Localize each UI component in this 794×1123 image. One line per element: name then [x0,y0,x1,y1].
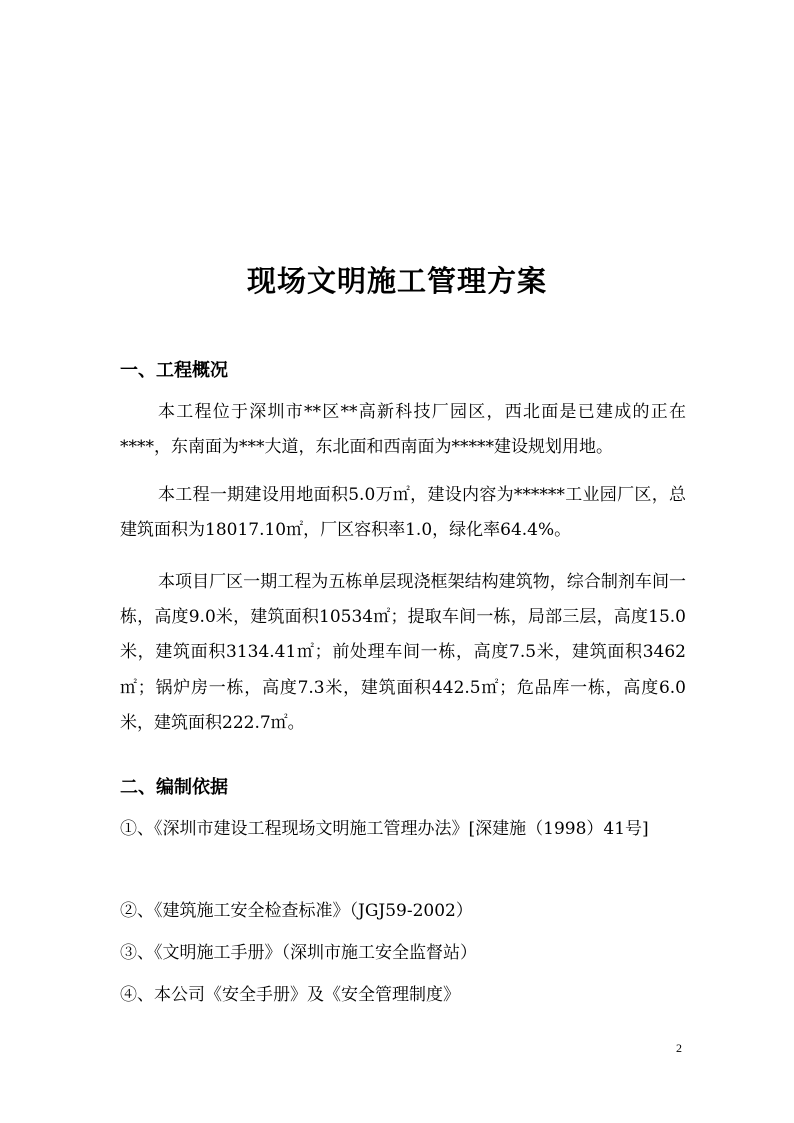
overview-paragraph-buildings: 本项目厂区一期工程为五栋单层现浇框架结构建筑物，综合制剂车间一栋，高度9.0米，建筑面积10534㎡；提取车间一栋，局部三层，高度15.0米，建筑面积3134.41㎡；前处理车间一栋，高度7.5米，建筑面积3462㎡；锅炉房一栋，高度7.3米，建筑面积442.5㎡；危品库一栋，高度6.0米，建筑面积222.7㎡。 [120,572,686,733]
basis-item: ④、本公司《安全手册》及《安全管理制度》 [120,985,460,1005]
basis-item: ①、《深圳市建设工程现场文明施工管理办法》[深建施（1998）41号] [120,819,649,839]
document-title: 现场文明施工管理方案 [246,264,547,298]
page-number: 2 [676,1041,682,1055]
overview-paragraph-land-area: 本工程一期建设用地面积5.0万㎡，建设内容为******工业园厂区，总建筑面积为18017.10㎡，厂区容积率1.0，绿化率64.4%。 [120,485,686,541]
section-heading-basis: 二、编制依据 [120,777,228,798]
overview-paragraph-location: 本工程位于深圳市**区**高新科技厂园区，西北面是已建成的正在****，东南面为***大道，东北面和西南面为*****建设规划用地。 [120,402,686,458]
basis-item: ②、《建筑施工安全检查标准》（JGJ59-2002） [120,901,473,921]
basis-item: ③、《文明施工手册》（深圳市施工安全监督站） [120,943,477,963]
section-heading-overview: 一、工程概况 [120,360,228,381]
